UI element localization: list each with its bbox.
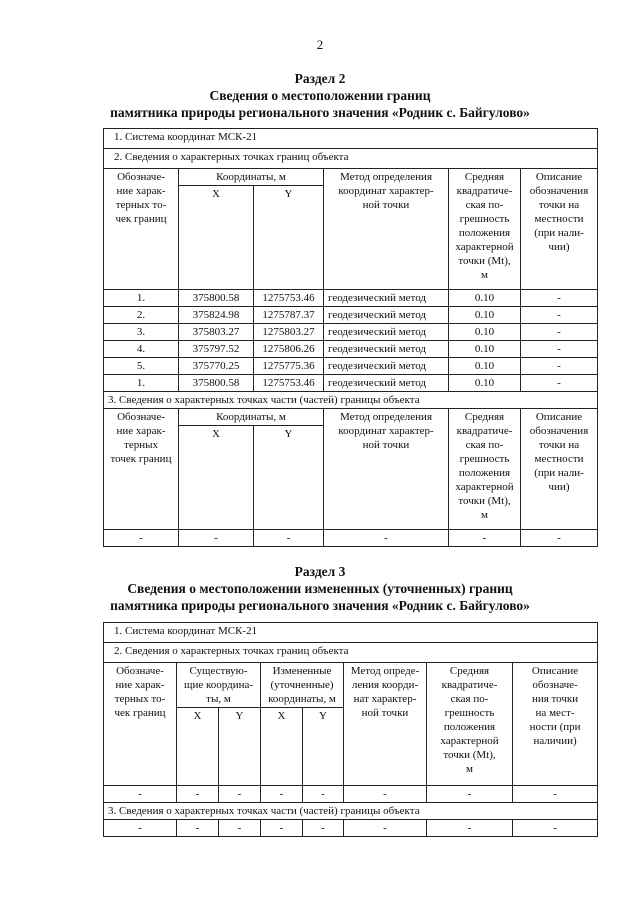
method-line: нат характер- xyxy=(353,693,417,705)
description: - xyxy=(521,358,598,375)
coord-y: 1275775.36 xyxy=(254,358,324,375)
designation-line: ние харак- xyxy=(116,425,166,437)
coord-y: 1275803.27 xyxy=(254,324,324,341)
error-line: Средняя xyxy=(464,411,505,423)
error-line: ская по- xyxy=(465,199,504,211)
changed-line: координаты, м xyxy=(268,693,336,705)
changed-line: Измененные xyxy=(272,665,332,677)
method: геодезический метод xyxy=(324,290,449,307)
parts-designation-header xyxy=(104,409,179,530)
table-row xyxy=(104,530,598,547)
description-line: Описание xyxy=(531,665,579,677)
description-line: ности (при xyxy=(529,721,581,733)
point-number: 4. xyxy=(104,341,179,358)
error: 0.10 xyxy=(449,324,521,341)
description: - xyxy=(521,324,598,341)
parts-title: 3. Сведения о характерных точках части (частей) границы объекта xyxy=(104,392,598,409)
section3-subtitle2: памятника природы регионального значения «Родник с. Байгулово» xyxy=(110,598,530,613)
description-line: чии) xyxy=(548,481,570,493)
method-line: Метод определения xyxy=(339,171,433,183)
error-line: м xyxy=(481,509,488,521)
section2-table xyxy=(103,128,598,547)
existing-line: Существую- xyxy=(189,665,248,677)
method-line: ной точки xyxy=(362,199,410,211)
dash-cell: - xyxy=(303,820,344,837)
dash-cell: - xyxy=(449,530,521,547)
designation-line: точек границ xyxy=(110,453,172,465)
coord-y: 1275753.46 xyxy=(254,290,324,307)
parts-coordinates-header: Координаты, м xyxy=(179,409,324,426)
s3-coord-system: 1. Система координат МСК-21 xyxy=(104,623,598,643)
coord-y: 1275787.37 xyxy=(254,307,324,324)
coord-y: 1275806.26 xyxy=(254,341,324,358)
s3-error-header xyxy=(427,663,513,786)
coord-x: 375803.27 xyxy=(179,324,254,341)
error: 0.10 xyxy=(449,358,521,375)
x-header: X xyxy=(179,186,254,290)
error: 0.10 xyxy=(449,341,521,358)
description-line: (при нали- xyxy=(534,227,584,239)
dash-cell: - xyxy=(513,820,598,837)
error-line: характерной xyxy=(455,481,514,493)
error-line: положения xyxy=(458,467,511,479)
section2-title: Раздел 2 xyxy=(294,71,346,86)
description-line: ния точки xyxy=(531,693,579,705)
description-line: обозначения xyxy=(529,185,589,197)
error-line: Средняя xyxy=(449,665,490,677)
dash-cell: - xyxy=(219,786,261,803)
designation-header xyxy=(104,169,179,290)
existing-line: щие координа- xyxy=(183,679,254,691)
section2-subtitle1: Сведения о местоположении границ xyxy=(209,88,431,103)
description-line: на мест- xyxy=(535,707,575,719)
description: - xyxy=(521,341,598,358)
description-line: Описание xyxy=(535,171,583,183)
error: 0.10 xyxy=(449,307,521,324)
section2-subtitle2: памятника природы регионального значения «Родник с. Байгулово» xyxy=(110,105,530,120)
designation-line: ние харак- xyxy=(116,185,166,197)
table-row xyxy=(104,307,598,324)
page-number: 2 xyxy=(316,37,324,52)
description-line: местности xyxy=(534,213,584,225)
error-line: грешность xyxy=(444,707,495,719)
dash-cell: - xyxy=(303,786,344,803)
coord-x: 375770.25 xyxy=(179,358,254,375)
s3-parts-title: 3. Сведения о характерных точках части (частей) границы объекта xyxy=(104,803,598,820)
error-line: м xyxy=(481,269,488,281)
error-line: грешность xyxy=(459,213,510,225)
description-line: обозначения xyxy=(529,425,589,437)
dash-cell: - xyxy=(427,820,513,837)
table-row xyxy=(104,324,598,341)
method-line: координат характер- xyxy=(338,425,434,437)
error-line: грешность xyxy=(459,453,510,465)
error-line: ская по- xyxy=(450,693,489,705)
error-line: точки (Mt), xyxy=(458,255,511,267)
s3-x2-header: X xyxy=(261,708,303,786)
description-line: обозначе- xyxy=(532,679,578,691)
error-line: ская по- xyxy=(465,439,504,451)
table-row xyxy=(104,786,598,803)
parts-y-header: Y xyxy=(254,426,324,530)
coord-y: 1275753.46 xyxy=(254,375,324,392)
designation-line: Обозначе- xyxy=(116,665,164,677)
method-line: координат характер- xyxy=(338,185,434,197)
designation-line: чек границ xyxy=(115,213,167,225)
parts-description-header xyxy=(521,409,598,530)
table-row xyxy=(104,820,598,837)
section3-heading xyxy=(0,563,640,614)
description-line: наличии) xyxy=(533,735,577,747)
s3-changed-header xyxy=(261,663,344,708)
dash-cell: - xyxy=(521,530,598,547)
y-header: Y xyxy=(254,186,324,290)
method-line: Метод опреде- xyxy=(350,665,420,677)
designation-line: Обозначе- xyxy=(117,171,165,183)
error-line: точки (Mt), xyxy=(458,495,511,507)
table-row xyxy=(104,375,598,392)
error-line: м xyxy=(466,763,473,775)
method: геодезический метод xyxy=(324,307,449,324)
method: геодезический метод xyxy=(324,375,449,392)
table-row xyxy=(104,358,598,375)
coord-x: 375800.58 xyxy=(179,375,254,392)
changed-line: (уточненные) xyxy=(270,679,334,691)
coord-x: 375797.52 xyxy=(179,341,254,358)
dash-cell: - xyxy=(261,820,303,837)
error-line: характерной xyxy=(455,241,514,253)
dash-cell: - xyxy=(427,786,513,803)
dash-cell: - xyxy=(219,820,261,837)
description-header xyxy=(521,169,598,290)
s3-designation-header xyxy=(104,663,177,786)
error-line: характерной xyxy=(440,735,499,747)
s3-y1-header: Y xyxy=(219,708,261,786)
dash-cell: - xyxy=(179,530,254,547)
method-line: Метод определения xyxy=(339,411,433,423)
parts-error-header xyxy=(449,409,521,530)
dash-cell: - xyxy=(513,786,598,803)
table-row xyxy=(104,341,598,358)
point-number: 3. xyxy=(104,324,179,341)
designation-line: ние харак- xyxy=(115,679,165,691)
method-line: ления коорди- xyxy=(351,679,419,691)
description-line: Описание xyxy=(535,411,583,423)
dash-cell: - xyxy=(254,530,324,547)
dash-cell: - xyxy=(104,530,179,547)
description-line: чии) xyxy=(548,241,570,253)
dash-cell: - xyxy=(261,786,303,803)
error-line: положения xyxy=(458,227,511,239)
parts-x-header: X xyxy=(179,426,254,530)
section3-table xyxy=(103,622,598,837)
description: - xyxy=(521,375,598,392)
section2-heading xyxy=(0,70,640,121)
description: - xyxy=(521,307,598,324)
method-header xyxy=(324,169,449,290)
designation-line: терных xyxy=(124,439,158,451)
description: - xyxy=(521,290,598,307)
coord-system: 1. Система координат МСК-21 xyxy=(104,129,598,149)
s3-x1-header: X xyxy=(177,708,219,786)
point-number: 5. xyxy=(104,358,179,375)
coord-x: 375800.58 xyxy=(179,290,254,307)
point-number: 1. xyxy=(104,290,179,307)
coord-x: 375824.98 xyxy=(179,307,254,324)
parts-method-header xyxy=(324,409,449,530)
point-number: 2. xyxy=(104,307,179,324)
dash-cell: - xyxy=(104,786,177,803)
error-line: квадратиче- xyxy=(456,185,513,197)
coordinates-header: Координаты, м xyxy=(179,169,324,186)
dash-cell: - xyxy=(324,530,449,547)
s3-existing-header xyxy=(177,663,261,708)
section3-subtitle1: Сведения о местоположении измененных (уточненных) границ xyxy=(127,581,513,596)
error-line: квадратиче- xyxy=(441,679,498,691)
error-line: квадратиче- xyxy=(456,425,513,437)
description-line: (при нали- xyxy=(534,467,584,479)
points-title: 2. Сведения о характерных точках границ объекта xyxy=(104,149,598,169)
error-line: положения xyxy=(443,721,496,733)
method: геодезический метод xyxy=(324,341,449,358)
dash-cell: - xyxy=(344,786,427,803)
designation-line: терных то- xyxy=(115,199,167,211)
designation-line: чек границ xyxy=(114,707,166,719)
s3-method-header xyxy=(344,663,427,786)
s3-description-header xyxy=(513,663,598,786)
error-line: Средняя xyxy=(464,171,505,183)
method: геодезический метод xyxy=(324,358,449,375)
dash-cell: - xyxy=(104,820,177,837)
s3-points-title: 2. Сведения о характерных точках границ объекта xyxy=(104,643,598,663)
dash-cell: - xyxy=(344,820,427,837)
table-row xyxy=(104,290,598,307)
section3-title: Раздел 3 xyxy=(294,564,346,579)
designation-line: Обозначе- xyxy=(117,411,165,423)
method-line: ной точки xyxy=(362,439,410,451)
method-line: ной точки xyxy=(361,707,409,719)
s3-y2-header: Y xyxy=(303,708,344,786)
description-line: точки на xyxy=(538,199,580,211)
description-line: точки на xyxy=(538,439,580,451)
error-line: точки (Mt), xyxy=(443,749,496,761)
point-number: 1. xyxy=(104,375,179,392)
error: 0.10 xyxy=(449,290,521,307)
existing-line: ты, м xyxy=(206,693,231,705)
description-line: местности xyxy=(534,453,584,465)
error: 0.10 xyxy=(449,375,521,392)
error-header xyxy=(449,169,521,290)
designation-line: терных то- xyxy=(114,693,166,705)
dash-cell: - xyxy=(177,786,219,803)
dash-cell: - xyxy=(177,820,219,837)
method: геодезический метод xyxy=(324,324,449,341)
